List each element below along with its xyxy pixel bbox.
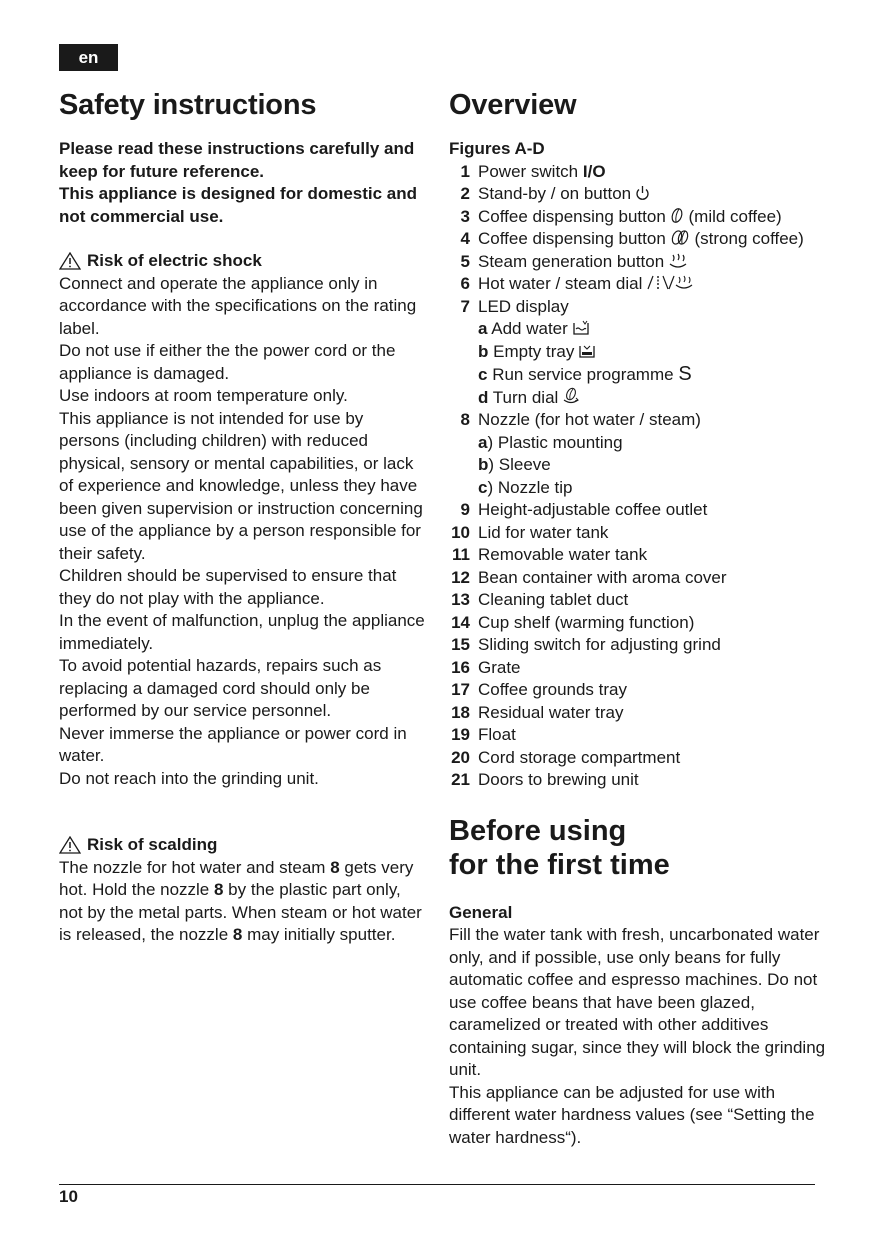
list-item: 20 Cord storage compartment: [451, 747, 681, 767]
electric-shock-heading: Risk of electric shock: [59, 250, 427, 273]
list-item: 14 Cup shelf (warming function): [451, 612, 695, 632]
list-item: 7 LED display: [460, 296, 569, 316]
paragraph: To avoid potential hazards, repairs such as replacing a damaged cord should only be performed by our service personnel.: [59, 656, 382, 720]
page-number: 10: [59, 1187, 78, 1206]
empty-tray-icon: [578, 343, 596, 359]
service-s-icon: S: [678, 363, 692, 385]
list-item: 11 Removable water tank: [452, 545, 648, 564]
electric-shock-text: [59, 273, 427, 791]
hot-water-steam-dial-icon: [646, 274, 702, 291]
general-heading: General: [449, 902, 513, 922]
paragraph: This appliance can be adjusted for use with different water hardness values (see “Setting the water hardness“).: [449, 1082, 815, 1147]
scalding-text: The nozzle for hot water and steam 8 gets very hot. Hold the nozzle 8 by the plastic part only, not by the metal parts. When steam or hot water is released, the nozzle 8 may initially sputter.: [59, 857, 422, 944]
list-item: 8 Nozzle (for hot water / steam): [460, 410, 701, 429]
list-item: 15 Sliding switch for adjusting grind: [451, 635, 721, 654]
paragraph: Use indoors at room temperature only.: [59, 386, 348, 405]
paragraph: Do not reach into the grinding unit.: [59, 768, 319, 788]
general-text: [449, 924, 829, 1149]
list-item: 21 Doors to brewing unit: [451, 770, 639, 789]
list-item: 4 Coffee dispensing button (strong coffee): [460, 229, 804, 248]
footer-divider: [59, 1184, 815, 1185]
paragraph: Fill the water tank with fresh, uncarbonated water only, and if possible, use only beans for fully automatic coffee and espresso machines. Do not use coffee beans that have been glazed, caramelized or treated with other additives containing sugar, since they will block the grinding unit.: [449, 925, 826, 1079]
list-item: 9 Height-adjustable coffee outlet: [460, 500, 708, 519]
scalding-section: [59, 834, 427, 947]
scalding-heading: Risk of scalding: [59, 834, 427, 857]
nozzle-sub-a: a) Plastic mounting: [478, 432, 623, 452]
list-item: 2 Stand-by / on button: [449, 183, 829, 206]
list-item: 17 Coffee grounds tray: [451, 680, 627, 699]
overview-title: Overview: [449, 89, 577, 121]
list-item: 12 Bean container with aroma cover: [451, 567, 727, 587]
nozzle-sub-c: c) Nozzle tip: [478, 477, 573, 497]
list-item: 1 Power switch I/O: [460, 161, 606, 181]
turn-dial-icon: [562, 387, 580, 405]
led-sub-b: b Empty tray: [449, 341, 829, 364]
list-item: 10 Lid for water tank: [451, 522, 609, 542]
list-item: 16 Grate: [451, 657, 521, 677]
list-item: 6 Hot water / steam dial: [449, 273, 829, 296]
list-item: 18 Residual water tray: [451, 702, 624, 722]
overview-subtitle: Figures A-D: [449, 139, 545, 158]
language-tab: en: [59, 44, 118, 71]
safety-column: [59, 86, 427, 947]
paragraph: Do not use if either the the power cord or the appliance is damaged.: [59, 341, 396, 383]
steam-icon: [668, 253, 688, 269]
led-sub-c: c Run service programme S: [478, 363, 692, 385]
paragraph: In the event of malfunction, unplug the appliance immediately.: [59, 611, 425, 653]
paragraph: Children should be supervised to ensure that they do not play with the appliance.: [59, 566, 397, 608]
first-use-title: Before using for the first time: [449, 814, 670, 881]
overview-list: [449, 161, 829, 792]
add-water-icon: [572, 320, 590, 336]
mild-coffee-bean-icon: [670, 207, 684, 224]
list-item: 5 Steam generation button: [449, 251, 829, 274]
safety-title: Safety instructions: [59, 89, 317, 121]
list-item: 3 Coffee dispensing button (mild coffee): [460, 206, 782, 226]
safety-intro: [59, 138, 427, 228]
intro-line: This appliance is designed for domestic and not commercial use.: [59, 184, 418, 226]
strong-coffee-beans-icon: [670, 229, 690, 246]
nozzle-sub-b: b) Sleeve: [478, 455, 551, 474]
overview-column: [449, 86, 829, 1149]
led-sub-d: d Turn dial: [449, 387, 829, 410]
intro-line: Please read these instructions carefully and keep for future reference.: [59, 139, 415, 181]
electric-shock-section: [59, 250, 427, 790]
power-icon: [635, 185, 650, 201]
list-item: 19 Float: [451, 725, 516, 744]
warning-icon: [59, 836, 81, 854]
paragraph: Connect and operate the appliance only in accordance with the specifications on the rating label.: [59, 273, 417, 338]
led-sub-a: a Add water: [449, 318, 829, 341]
paragraph: This appliance is not intended for use by persons (including children) with reduced physical, sensory or mental capabilities, or lack of experience and knowledge, unless they have been given supervision or instruction concerning use of the appliance by a person responsible for their safety.: [59, 408, 423, 563]
warning-icon: [59, 252, 81, 270]
list-item: 13 Cleaning tablet duct: [451, 590, 629, 609]
paragraph: Never immerse the appliance or power cord in water.: [59, 723, 407, 765]
